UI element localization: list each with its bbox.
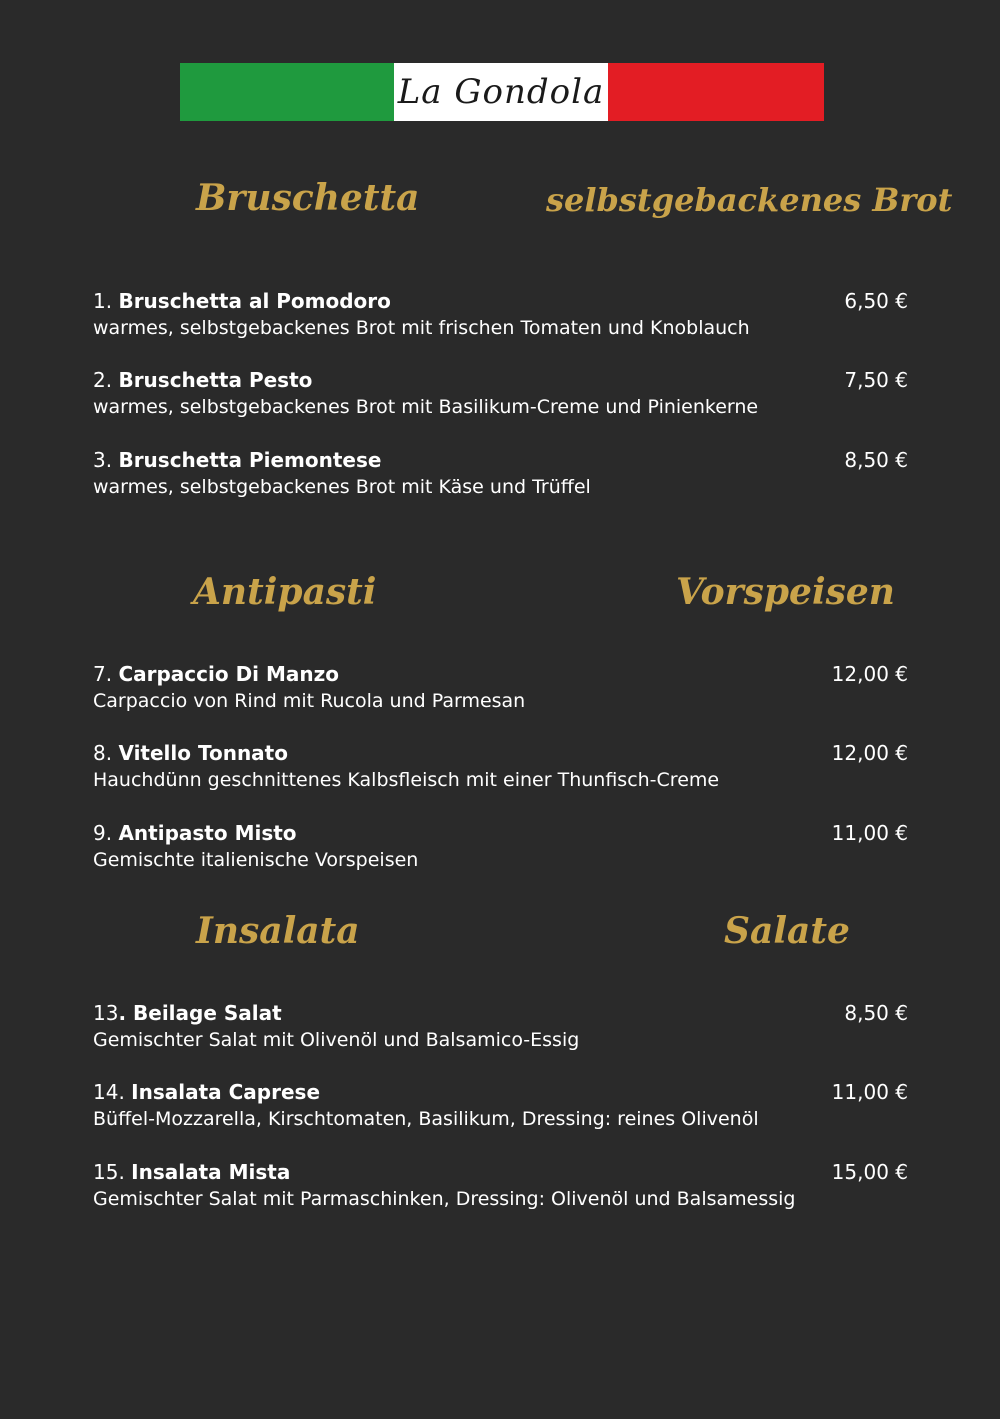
menu-item: [93, 1079, 908, 1133]
item-description: Gemischte italienische Vorspeisen: [93, 849, 419, 871]
logo-text: La Gondola: [397, 72, 605, 112]
menu-item: [93, 1159, 908, 1213]
item-name: Vitello Tonnato: [118, 741, 288, 765]
menu-item: [93, 367, 908, 421]
item-description: Büffel-Mozzarella, Kirschtomaten, Basilikum, Dressing: reines Olivenöl: [93, 1108, 759, 1130]
item-price: 6,50 €: [844, 289, 908, 313]
section-subtitle-bread: selbstgebackenes Brot: [546, 181, 953, 219]
section-title-bruschetta: Bruschetta: [196, 177, 420, 219]
menu-item: [93, 447, 908, 501]
item-price: 12,00 €: [831, 741, 908, 765]
item-number: 15.: [93, 1160, 132, 1184]
item-price: 8,50 €: [844, 448, 908, 472]
item-price: 11,00 €: [831, 1080, 908, 1104]
logo-banner: [180, 63, 824, 121]
item-description: warmes, selbstgebackenes Brot mit frischen Tomaten und Knoblauch: [93, 317, 750, 339]
menu-item: [93, 1000, 908, 1054]
item-number: 8.: [93, 741, 119, 765]
item-price: 15,00 €: [831, 1160, 908, 1184]
item-number: 13: [93, 1001, 119, 1025]
item-number: 1.: [93, 289, 119, 313]
section-title-antipasti: Antipasti: [193, 571, 377, 613]
item-description: Hauchdünn geschnittenes Kalbsfleisch mit einer Thunfisch-Creme: [93, 769, 720, 791]
item-description: warmes, selbstgebackenes Brot mit Käse und Trüffel: [93, 476, 591, 498]
section-subtitle-salate: Salate: [724, 910, 850, 952]
item-name: Bruschetta al Pomodoro: [118, 289, 391, 313]
flag-green-stripe: [180, 63, 394, 121]
item-name: Bruschetta Pesto: [118, 368, 313, 392]
item-name: Carpaccio Di Manzo: [118, 662, 340, 686]
item-number: 7.: [93, 662, 119, 686]
flag-white-stripe: [394, 63, 608, 121]
item-description: warmes, selbstgebackenes Brot mit Basilikum-Creme und Pinienkerne: [93, 396, 759, 418]
item-number: 2.: [93, 368, 119, 392]
item-name: . Beilage Salat: [118, 1001, 282, 1025]
menu-item: [93, 740, 908, 794]
item-description: Gemischter Salat mit Parmaschinken, Dressing: Olivenöl und Balsamessig: [93, 1188, 796, 1210]
item-price: 11,00 €: [831, 821, 908, 845]
flag-red-stripe: [608, 63, 824, 121]
item-name: Insalata Caprese: [131, 1080, 321, 1104]
item-price: 8,50 €: [844, 1001, 908, 1025]
section-subtitle-vorspeisen: Vorspeisen: [676, 571, 895, 613]
item-name: Bruschetta Piemontese: [118, 448, 382, 472]
menu-item: [93, 288, 908, 342]
item-name: Insalata Mista: [131, 1160, 291, 1184]
item-number: 9.: [93, 821, 119, 845]
menu-item: [93, 820, 908, 874]
item-price: 12,00 €: [831, 662, 908, 686]
menu-item: [93, 661, 908, 715]
section-title-insalata: Insalata: [196, 910, 360, 952]
item-name: Antipasto Misto: [118, 821, 297, 845]
item-description: Gemischter Salat mit Olivenöl und Balsamico-Essig: [93, 1029, 580, 1051]
item-price: 7,50 €: [844, 368, 908, 392]
item-description: Carpaccio von Rind mit Rucola und Parmesan: [93, 690, 526, 712]
item-number: 14.: [93, 1080, 132, 1104]
item-number: 3.: [93, 448, 119, 472]
